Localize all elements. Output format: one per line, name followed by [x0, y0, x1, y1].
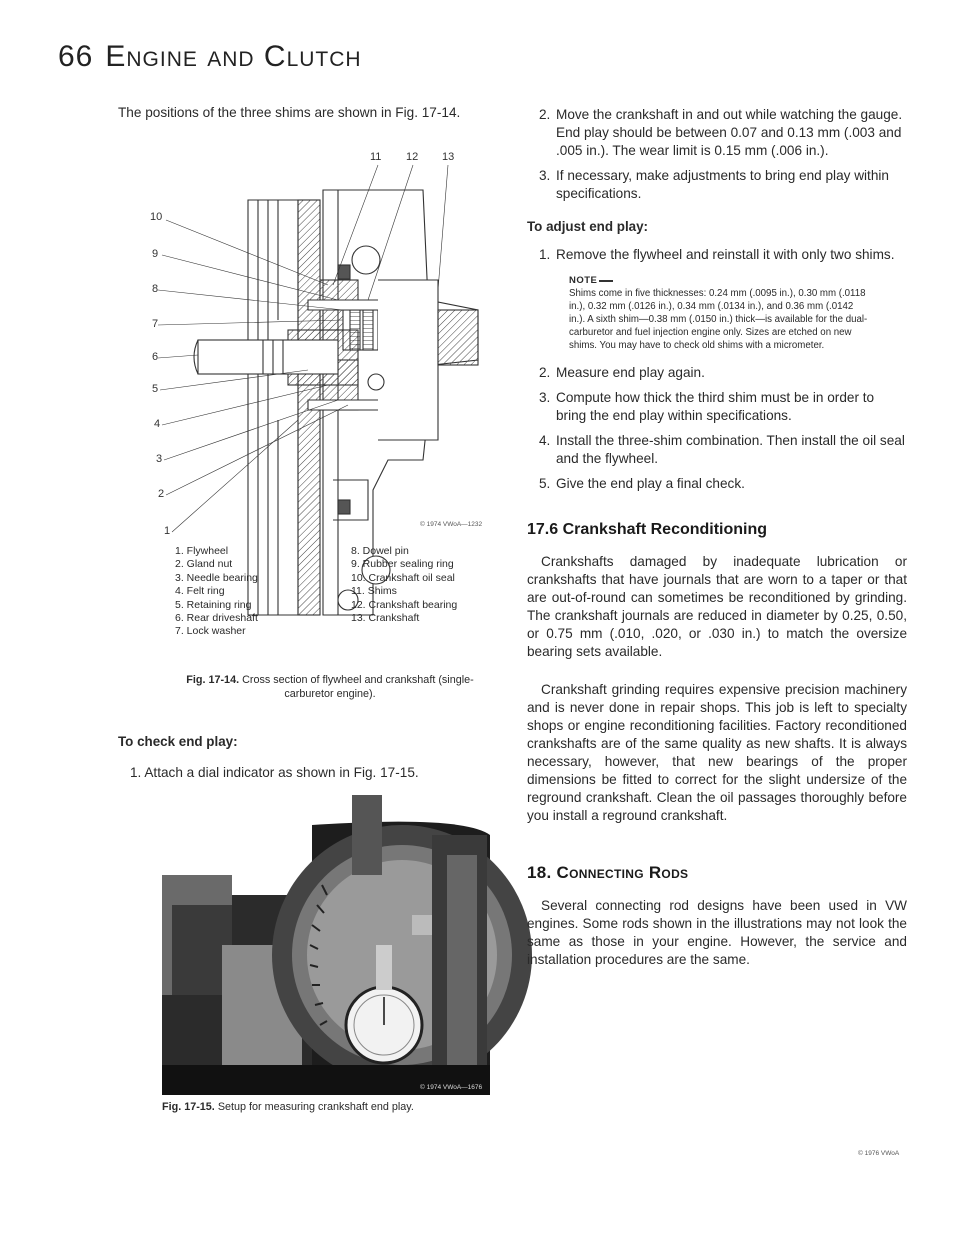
- step-text: Give the end play a final check.: [556, 476, 745, 492]
- step-text: Compute how thick the third shim must be in order to bring the end play within specifications.: [556, 390, 875, 424]
- callout-7: 7: [152, 318, 159, 330]
- callout-2: 2: [158, 488, 165, 500]
- figure-17-14-caption: [170, 673, 490, 701]
- section-18-heading: 18. Connecting Rods: [527, 863, 689, 883]
- legend-item: 9. Rubber sealing ring: [351, 558, 454, 571]
- callout-9: 9: [152, 248, 159, 260]
- legend-item: 2. Gland nut: [175, 558, 233, 571]
- connecting-rods-paragraph: Several connecting rod designs have been used in VW engines. Some rods shown in the illustrations may not look the same as those in your engine. However, the service and installation procedures are the same.: [527, 898, 907, 968]
- legend-item: 11. Shims: [351, 585, 397, 598]
- dial-indicator-photo: [162, 795, 490, 1095]
- step-number: 5.: [539, 476, 551, 492]
- legend-item: 6. Rear driveshaft: [175, 612, 258, 625]
- step-text: Remove the flywheel and reinstall it with only two shims.: [556, 247, 895, 262]
- list-item: [539, 167, 907, 203]
- note-title-text: NOTE: [569, 275, 598, 286]
- callout-3: 3: [156, 453, 163, 465]
- callout-6: 6: [152, 351, 159, 363]
- legend-item: 3. Needle bearing: [175, 571, 258, 584]
- legend-item: 4. Felt ring: [175, 585, 225, 598]
- check-step-1: 1. Attach a dial indicator as shown in Fig. 17-15.: [130, 765, 419, 780]
- callout-5: 5: [152, 383, 159, 395]
- chapter-title: Engine and Clutch: [105, 40, 362, 73]
- legend-item: 8. Dowel pin: [351, 545, 409, 557]
- legend-column-2: [351, 545, 457, 625]
- adjust-end-play-heading: To adjust end play:: [527, 219, 649, 234]
- note-text: Shims come in five thicknesses: 0.24 mm (.0095 in.), 0.30 mm (.0118 in.), 0.32 mm (.0126 in.), 0.34 mm (.0134 in.), and 0.36 mm (.0142 in.). A sixth shim—0.38 mm (.0150 in.) thick—is available for the dual-carburetor and fuel injection engine only. Sizes are etched on new shims. You may have to check old shims with a micrometer.: [569, 288, 868, 352]
- step-number: 3.: [539, 390, 551, 406]
- step-list-c: [539, 364, 907, 493]
- callout-10: 10: [150, 211, 163, 223]
- step-text: Move the crankshaft in and out while watching the gauge. End play should be between 0.07 and 0.13 mm (.003 and .005 in.). The wear limit is 0.15 mm (.006 in.).: [556, 107, 903, 158]
- check-end-play-heading: To check end play:: [118, 734, 238, 749]
- figure-caption-text: Setup for measuring crankshaft end play.: [217, 1101, 414, 1113]
- step-text: Install the three-shim combination. Then install the oil seal and the flywheel.: [556, 433, 905, 467]
- figure-17-15-caption: [162, 1100, 502, 1114]
- list-item: [539, 475, 907, 493]
- note-title: [569, 274, 869, 287]
- step-text: If necessary, make adjustments to bring end play within specifications.: [556, 168, 889, 201]
- legend-item: 5. Retaining ring: [175, 598, 252, 611]
- list-item: [539, 246, 907, 264]
- legend-item: 13. Crankshaft: [351, 612, 420, 625]
- list-item: [539, 389, 907, 425]
- list-item: [539, 364, 907, 382]
- step-list-b: [539, 246, 907, 264]
- note-rule: [599, 280, 613, 282]
- callout-8: 8: [152, 283, 159, 295]
- note-box: [569, 274, 869, 352]
- footer-credit: © 1976 VWoA: [858, 1150, 900, 1157]
- legend-item: 10. Crankshaft oil seal: [351, 571, 455, 584]
- callout-4: 4: [154, 418, 161, 430]
- step-number: 4.: [539, 433, 551, 449]
- intro-paragraph: The positions of the three shims are shown in Fig. 17-14.: [118, 105, 461, 120]
- list-item: [539, 106, 907, 160]
- step-number: 3.: [539, 168, 551, 183]
- page-header: [58, 40, 362, 74]
- list-item: [539, 432, 907, 468]
- section-17-6-heading: 17.6 Crankshaft Reconditioning: [527, 521, 768, 539]
- reconditioning-paragraph-2: Crankshaft grinding requires expensive precision machinery and is never done in repair shops. This job is left to specialty shops or engine reconditioning facilities. Factory reconditioned crankshafts are of the same quality as new shafts. It is always necessary, however, that new bearings of the proper dimensions be fitted to correct for the slight undersize of the reground crankshaft. Clean the oil passages thoroughly before you install a reground crankshaft.: [527, 682, 907, 824]
- figure-caption-text: Cross section of flywheel and crankshaft (single-carburetor engine).: [242, 674, 474, 700]
- reconditioning-paragraph-1: Crankshafts damaged by inadequate lubrication or crankshafts that have journals that are worn to a taper or that are out-of-round can sometimes be reconditioned by grinding. The crankshaft journals are reduced in diameter by 0.25, 0.50, or 0.75 mm (.010, .020, or .030 in.) to match the oversize bearing sets available.: [527, 554, 907, 660]
- step-number: 2.: [539, 107, 551, 122]
- legend-item: 12. Crankshaft bearing: [351, 598, 458, 611]
- step-text: Measure end play again.: [556, 365, 705, 381]
- callout-1: 1: [164, 525, 171, 537]
- callout-13: 13: [442, 151, 455, 163]
- step-number: 1.: [539, 247, 551, 262]
- page-number: 66: [58, 40, 94, 73]
- diagram-credit: © 1974 VWoA—1232: [420, 521, 483, 528]
- legend-item: 7. Lock washer: [175, 625, 246, 638]
- legend-column-1: [175, 545, 258, 639]
- callout-11: 11: [370, 151, 382, 163]
- figure-label: Fig. 17-14.: [186, 674, 240, 686]
- photo-credit: © 1974 VWoA—1676: [420, 1084, 483, 1091]
- legend-item: 1. Flywheel: [175, 545, 229, 557]
- step-number: 2.: [539, 365, 551, 381]
- figure-label: Fig. 17-15.: [162, 1101, 215, 1113]
- callout-12: 12: [406, 151, 419, 163]
- left-column: [118, 104, 498, 122]
- right-column: [527, 106, 907, 969]
- step-list-a: [539, 106, 907, 203]
